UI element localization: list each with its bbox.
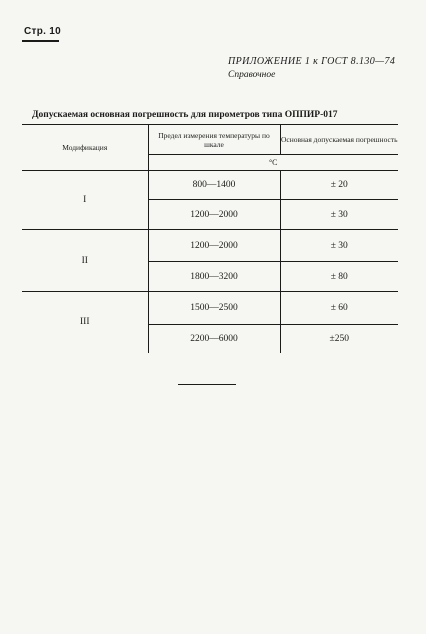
page-number: Стр. 10 (24, 26, 62, 37)
appendix-title: ПРИЛОЖЕНИЕ 1 к ГОСТ 8.130—74 (228, 56, 396, 67)
error-cell: ± 20 (280, 171, 398, 200)
error-table (22, 124, 398, 353)
range-cell: 1200—2000 (148, 230, 280, 262)
range-cell: 1200—2000 (148, 200, 280, 230)
error-cell: ±250 (280, 325, 398, 353)
table-row (22, 292, 398, 325)
table-row (22, 171, 398, 200)
page-number-underline (22, 40, 59, 42)
modification-cell: III (80, 317, 90, 328)
error-cell: ± 30 (280, 230, 398, 262)
table-title: Допускаемая основная погрешность для пирометров типа ОППИР-017 (32, 110, 338, 120)
table-header-row (22, 125, 398, 155)
end-rule (178, 384, 236, 385)
header-range: Предел измерения температуры по шкале (148, 125, 280, 155)
header-modification: Модификация (22, 125, 148, 171)
range-cell: 2200—6000 (148, 325, 280, 353)
header-error: Основная допускаемая погрешность (280, 125, 398, 155)
modification-cell: I (22, 171, 148, 230)
range-cell: 1500—2500 (148, 292, 280, 325)
range-cell: 1800—3200 (148, 262, 280, 292)
table-row (22, 230, 398, 262)
error-cell: ± 60 (280, 292, 398, 325)
error-cell: ± 80 (280, 262, 398, 292)
appendix-note: Справочное (228, 70, 276, 80)
error-cell: ± 30 (280, 200, 398, 230)
modification-cell: II (22, 230, 148, 292)
range-cell: 800—1400 (148, 171, 280, 200)
header-unit: °С (148, 155, 398, 171)
